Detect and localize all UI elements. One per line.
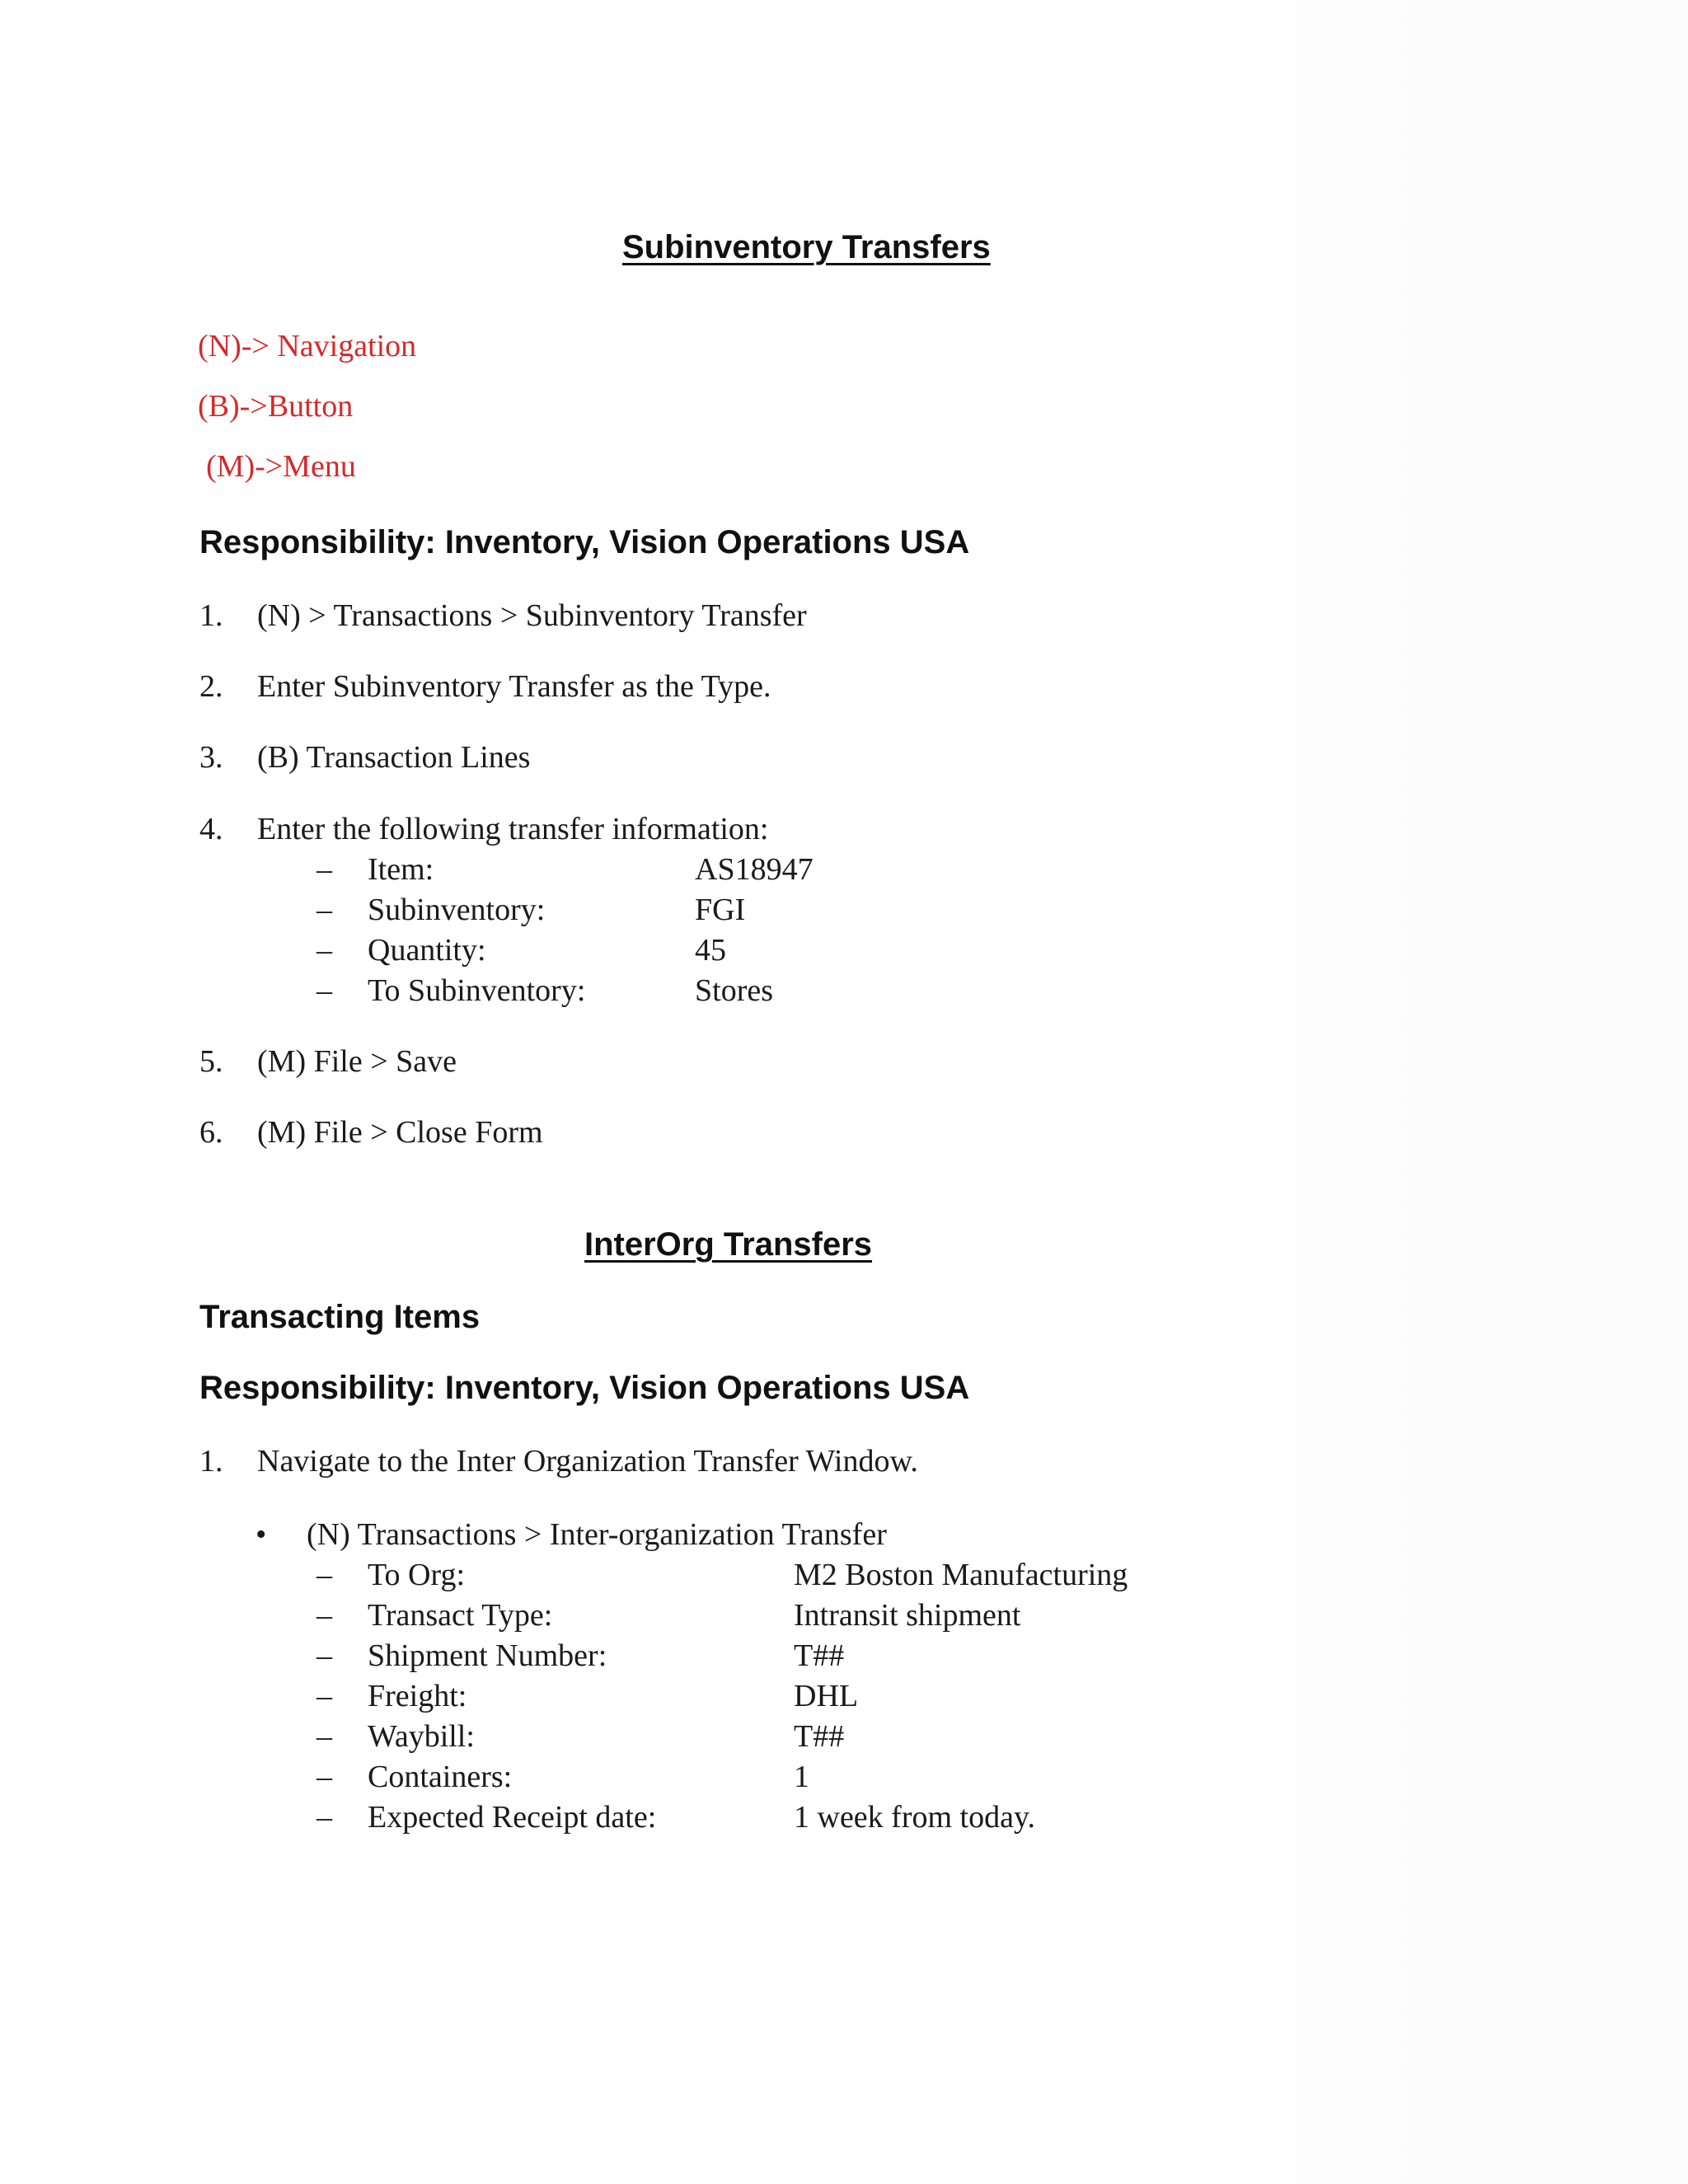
list-dash: – xyxy=(316,1679,332,1713)
legend-navigation: (N)-> Navigation xyxy=(198,329,417,363)
field-value: Stores xyxy=(695,973,773,1008)
step-text: (M) File > Save xyxy=(257,1044,457,1079)
list-dash: – xyxy=(316,1638,332,1673)
subheading-transacting-items: Transacting Items xyxy=(199,1299,481,1335)
field-label: To Subinventory: xyxy=(368,973,586,1008)
section-title-interorg-transfers: InterOrg Transfers xyxy=(584,1226,873,1263)
step-number: 6. xyxy=(199,1115,223,1150)
field-value: 45 xyxy=(695,933,726,968)
step-number: 5. xyxy=(199,1044,223,1079)
list-dash: – xyxy=(316,1558,332,1592)
step-number: 1. xyxy=(199,598,223,633)
field-label: Waybill: xyxy=(368,1719,475,1754)
list-dash: – xyxy=(316,933,332,968)
list-dash: – xyxy=(316,1719,332,1754)
list-dash: – xyxy=(316,852,332,887)
list-dash: – xyxy=(316,1800,332,1835)
bullet-icon: • xyxy=(256,1517,267,1552)
step-text: (B) Transaction Lines xyxy=(257,740,531,775)
step-number: 4. xyxy=(199,812,223,846)
legend-menu: (M)->Menu xyxy=(206,449,356,484)
list-dash: – xyxy=(316,973,332,1008)
field-label: Containers: xyxy=(368,1760,513,1794)
field-label: Shipment Number: xyxy=(368,1638,607,1673)
step-text: Enter Subinventory Transfer as the Type. xyxy=(257,669,771,704)
responsibility-heading: Responsibility: Inventory, Vision Operations USA xyxy=(199,1370,970,1406)
field-value: T## xyxy=(794,1719,845,1754)
field-label: Freight: xyxy=(368,1679,467,1713)
field-value: AS18947 xyxy=(695,852,814,887)
field-label: To Org: xyxy=(368,1558,466,1592)
field-value: 1 xyxy=(794,1760,809,1794)
field-label: Transact Type: xyxy=(368,1598,553,1633)
field-value: Intransit shipment xyxy=(794,1598,1021,1633)
step-number: 1. xyxy=(199,1444,223,1479)
step-number: 3. xyxy=(199,740,223,775)
field-label: Item: xyxy=(368,852,434,887)
field-value: FGI xyxy=(695,893,746,927)
list-dash: – xyxy=(316,893,332,927)
field-label: Quantity: xyxy=(368,933,486,968)
responsibility-heading: Responsibility: Inventory, Vision Operations USA xyxy=(199,524,970,560)
step-number: 2. xyxy=(199,669,223,704)
field-value: 1 week from today. xyxy=(794,1800,1035,1835)
field-value: M2 Boston Manufacturing xyxy=(794,1558,1128,1592)
field-label: Expected Receipt date: xyxy=(368,1800,657,1835)
step-text: (M) File > Close Form xyxy=(257,1115,543,1150)
list-dash: – xyxy=(316,1598,332,1633)
legend-button: (B)->Button xyxy=(198,389,354,424)
field-value: DHL xyxy=(794,1679,859,1713)
step-text: Navigate to the Inter Organization Transfer Window. xyxy=(257,1444,918,1479)
section-title-subinventory-transfers: Subinventory Transfers xyxy=(622,229,991,265)
bullet-text: (N) Transactions > Inter-organization Transfer xyxy=(307,1517,887,1552)
field-label: Subinventory: xyxy=(368,893,546,927)
field-value: T## xyxy=(794,1638,845,1673)
step-text: (N) > Transactions > Subinventory Transfer xyxy=(257,598,807,633)
step-text: Enter the following transfer information: xyxy=(257,812,769,846)
list-dash: – xyxy=(316,1760,332,1794)
